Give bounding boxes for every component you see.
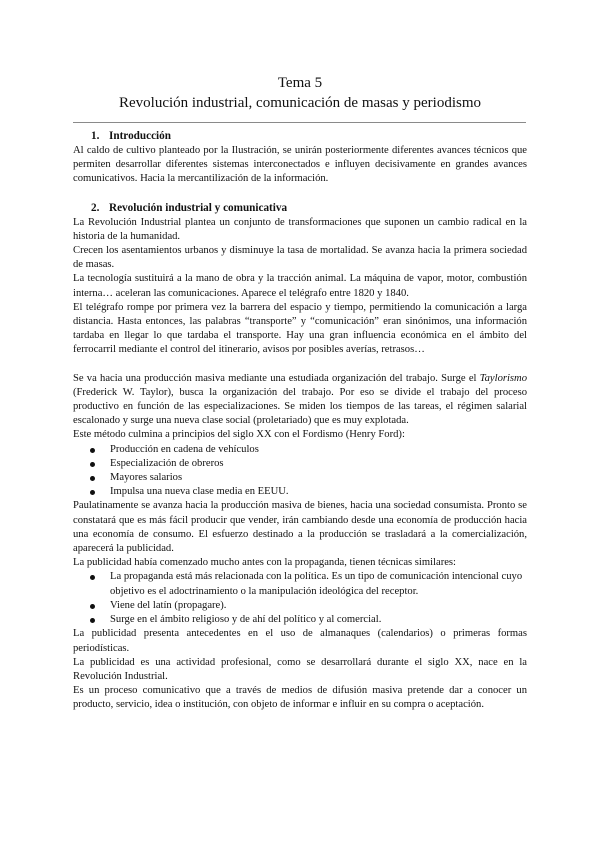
- list-item: [90, 599, 527, 613]
- text-span: Se va hacia una producción masiva mediante una estudiada organización del trabajo. Surge el: [73, 372, 480, 384]
- section-title: Introducción: [109, 130, 171, 142]
- list-item: [90, 485, 527, 499]
- list-item-text: Surge en el ámbito religioso y de ahí del político y al comercial.: [110, 614, 382, 626]
- paragraph: La tecnología sustituirá a la mano de obra y la tracción animal. La máquina de vapor, motor, combustión interna… aceleran las comunicaciones. Aparece el telégrafo entre 1820 y 1840.: [73, 273, 527, 299]
- section-number: 1.: [91, 130, 100, 142]
- bullet-icon: [90, 604, 95, 609]
- bullet-icon: [90, 575, 95, 580]
- list-item-text: Especialización de obreros: [110, 457, 224, 469]
- paragraph: La publicidad es una actividad profesional, como se desarrollará durante el siglo XX, nace en la Revolución Industrial.: [73, 656, 527, 682]
- title-block: [0, 74, 600, 113]
- list-item-text: Impulsa una nueva clase media en EEUU.: [110, 486, 289, 498]
- list-item: [90, 613, 527, 627]
- paragraph: Es un proceso comunicativo que a través de medios de difusión masiva pretende dar a conocer un producto, servicio, idea o institución, con objeto de informar e influir en su compra o aceptación.: [73, 685, 527, 711]
- list-item: [90, 443, 527, 457]
- document-subtitle: Revolución industrial, comunicación de masas y periodismo: [118, 95, 481, 111]
- intro-paragraph: Al caldo de cultivo planteado por la Ilustración, se unirán posteriormente diferentes avances técnicos que permiten desarrollar diferentes sistemas interconectados e influyen decisivamente en grandes avances comunicativos. Hacia la mercantilización de la información.: [73, 145, 527, 185]
- document-title: Tema 5: [277, 75, 323, 91]
- bullet-icon: [90, 476, 95, 481]
- bullet-icon: [90, 618, 95, 623]
- list-item-text: Viene del latín (propagare).: [110, 599, 227, 611]
- list-item: [90, 471, 527, 485]
- list-item: [90, 570, 527, 598]
- list-item-text: Producción en cadena de vehículos: [110, 443, 259, 455]
- bullet-icon: [90, 462, 95, 467]
- taylorismo-term: Taylorismo: [479, 372, 527, 384]
- list-item: [90, 457, 527, 471]
- paragraph: Paulatinamente se avanza hacia la producción masiva de bienes, hacia una sociedad consumista. Pronto se constatará que es más fácil producir que vender, irán cambiando desde una economía de producción hacia una economía de consumo. El esfuerzo destinado a la producción se trasladará a la comercialización, aparecerá la publicidad.: [73, 500, 527, 555]
- paragraph: El telégrafo rompe por primera vez la barrera del espacio y tiempo, permitiendo la comunicación a larga distancia. Hasta entonces, las palabras “transporte” y “comunicación” eran sinónimos, una información tardaba en llegar lo que tardaba el transporte. Hay una gran influencia económica en el ámbito del ferrocarril mediante el control del itinerario, avisos por posibles averías, retrasos…: [73, 301, 527, 356]
- paragraph: La publicidad presenta antecedentes en el uso de almanaques (calendarios) o primeras formas periodísticas.: [73, 628, 527, 654]
- title-divider: [73, 122, 526, 123]
- text-span: (Frederick W. Taylor), busca la organización del trabajo. Por eso se divide el trabajo del proceso productivo en función de las especializaciones. Se miden los tiempos de las tareas, el régimen salarial escalonado y surge una nueva clase social (proletariado) que es muy explotada.: [73, 386, 527, 427]
- section-number: 2.: [91, 201, 100, 214]
- section-heading-introduccion: [73, 129, 527, 144]
- list-item-text: Mayores salarios: [110, 472, 183, 484]
- fordism-list: [73, 443, 527, 500]
- propaganda-list: [73, 570, 527, 627]
- paragraph: La publicidad había comenzado mucho antes con la propaganda, tienen técnicas similares:: [73, 557, 456, 569]
- taylorismo-paragraph: [73, 372, 527, 429]
- document-body: [73, 129, 527, 713]
- bullet-icon: [90, 490, 95, 495]
- bullet-icon: [90, 448, 95, 453]
- paragraph: Crecen los asentamientos urbanos y disminuye la tasa de mortalidad. Se avanza hacia la primera sociedad de masas.: [73, 245, 527, 271]
- paragraph: La Revolución Industrial plantea un conjunto de transformaciones que suponen un cambio radical en la historia de la humanidad.: [73, 216, 527, 242]
- section-heading-revolucion: [73, 201, 527, 216]
- list-item-text: La propaganda está más relacionada con la política. Es un tipo de comunicación intencional cuyo objetivo es el adoctrinamiento o la manipulación ideológica del receptor.: [110, 571, 523, 597]
- paragraph: Este método culmina a principios del siglo XX con el Fordismo (Henry Ford):: [73, 429, 405, 441]
- section-title: Revolución industrial y comunicativa: [109, 201, 288, 214]
